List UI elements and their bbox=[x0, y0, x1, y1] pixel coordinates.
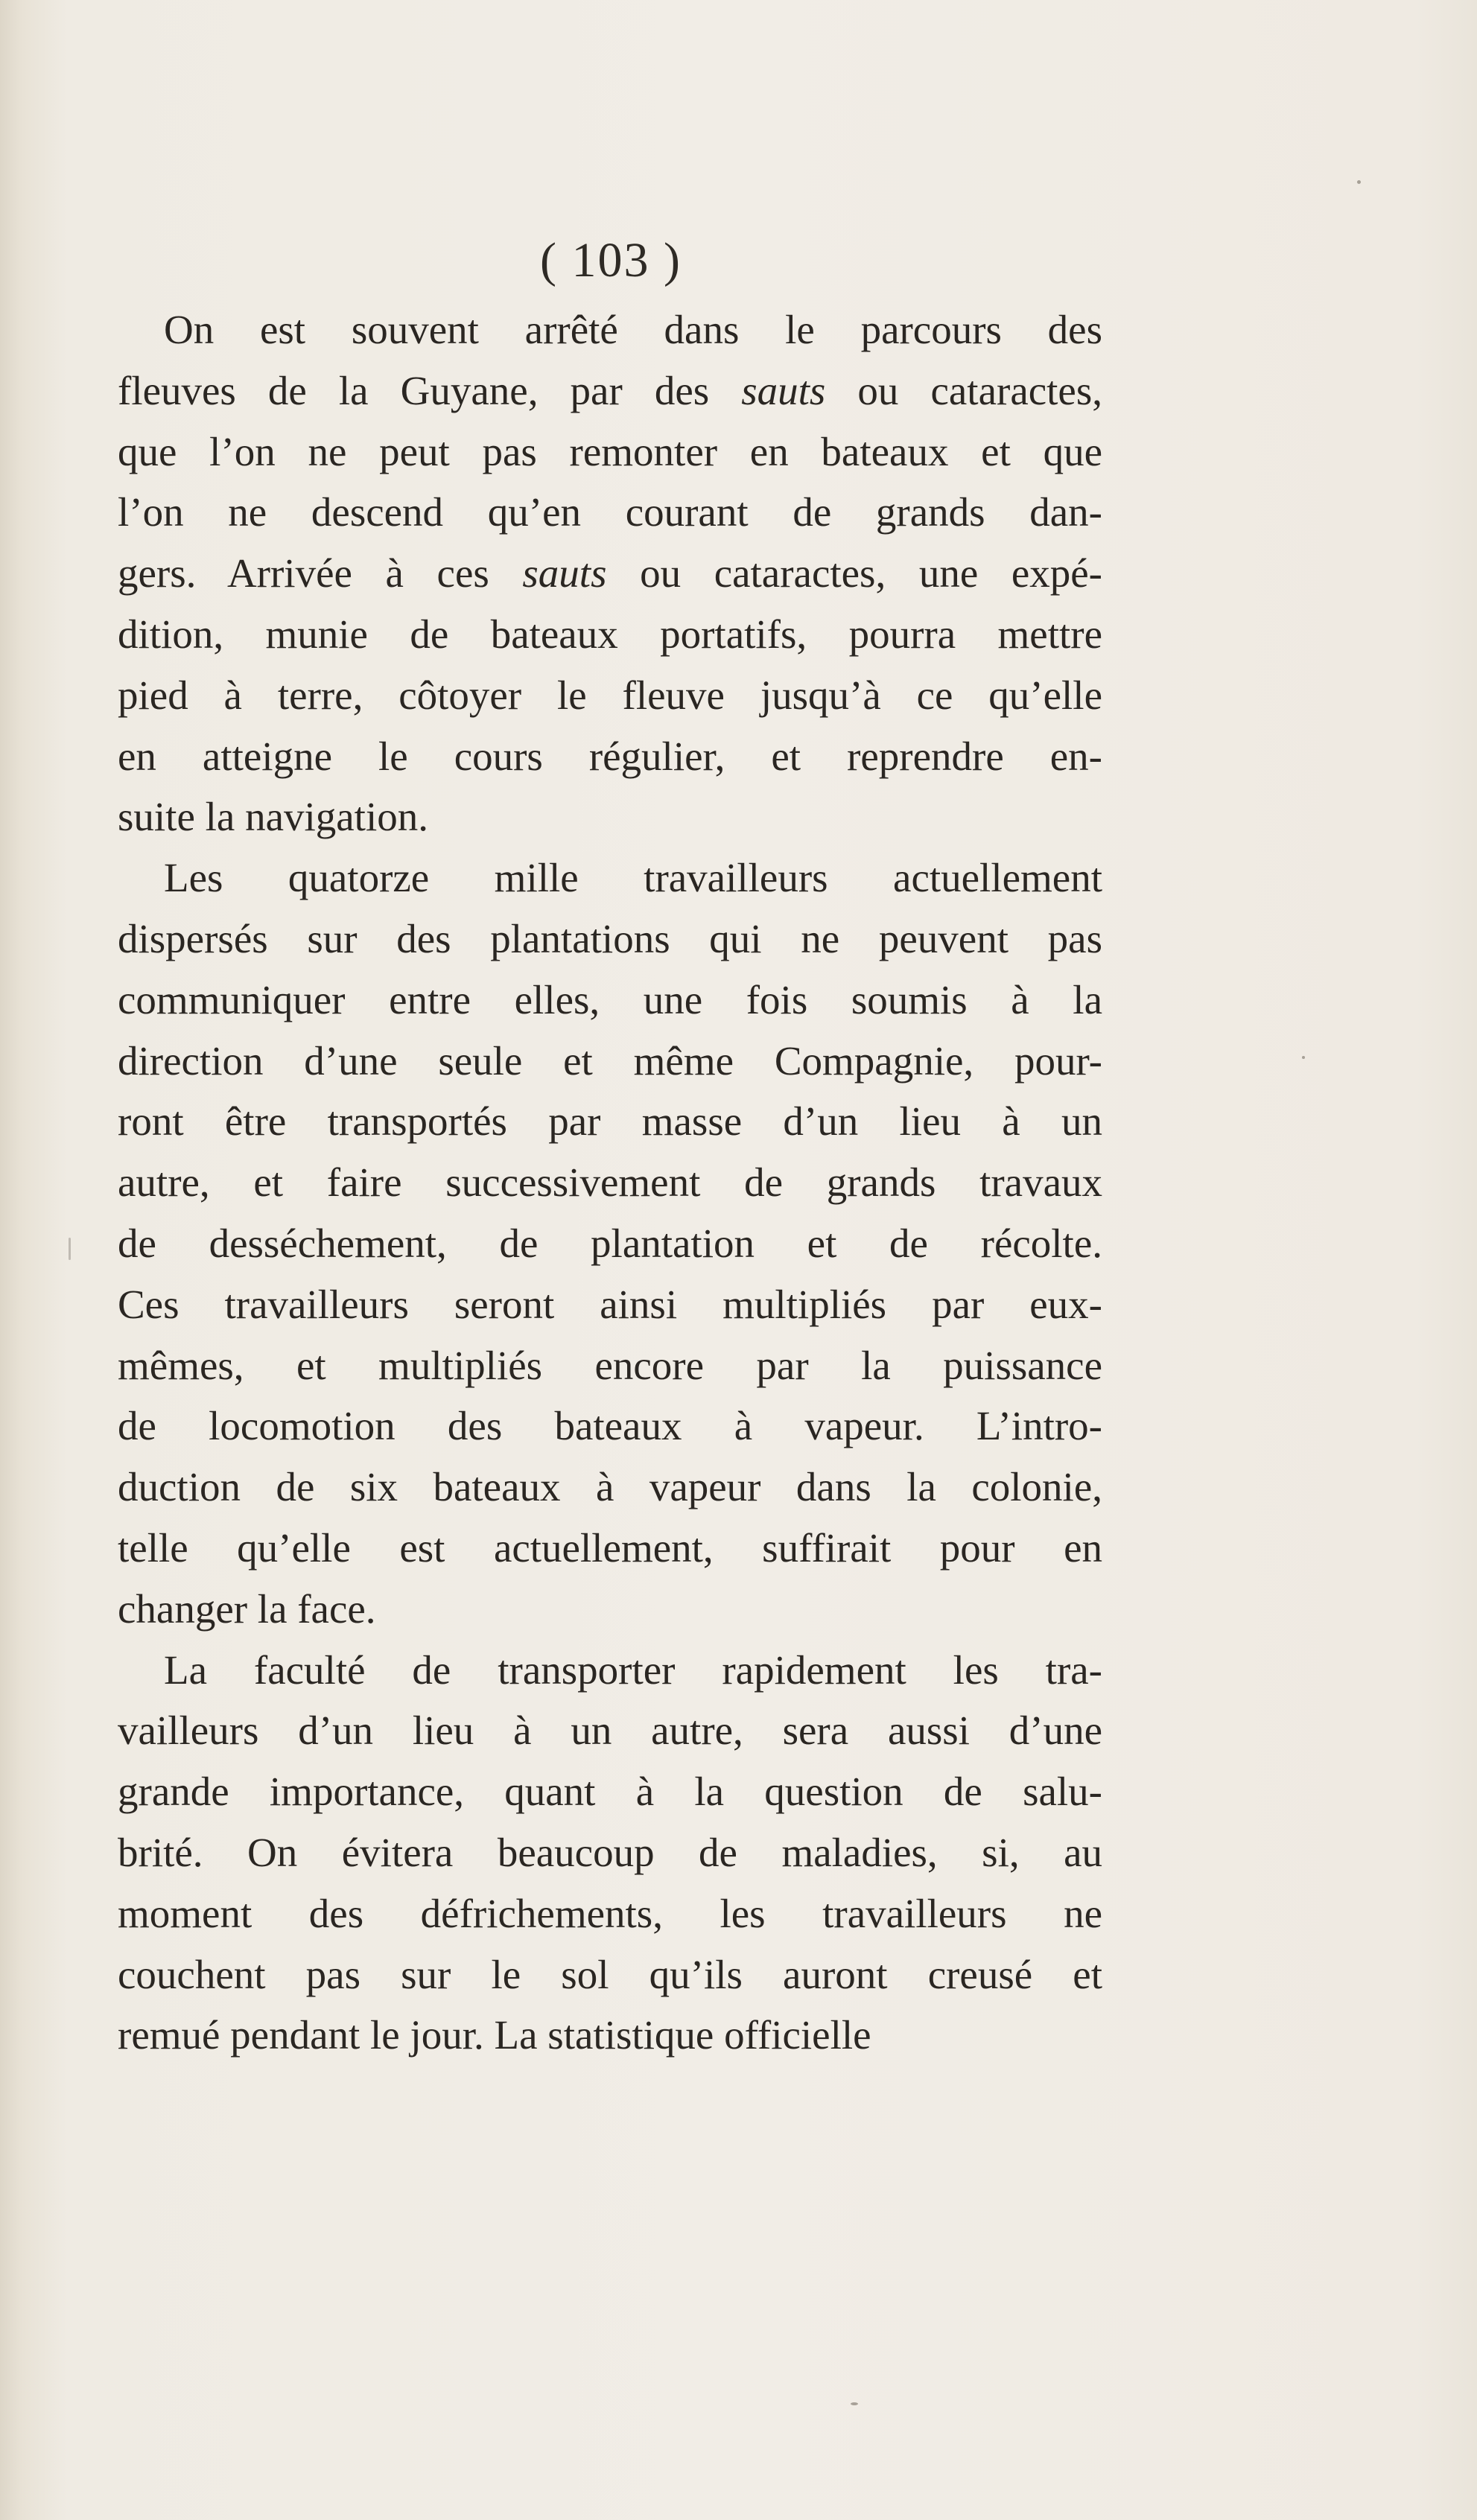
text-line: direction d’une seule et même Compagnie, pour- bbox=[118, 1037, 1102, 1084]
text-line: ront être transportés par masse d’un lieu à un bbox=[118, 1098, 1102, 1145]
text-line: fleuves de la Guyane, par des sauts ou cataractes, bbox=[118, 367, 1102, 413]
text-line: dispersés sur des plantations qui ne peuvent pas bbox=[118, 915, 1102, 961]
body-text bbox=[118, 299, 1102, 2066]
text-line: dition, munie de bateaux portatifs, pourra mettre bbox=[118, 611, 1102, 657]
text-line: couchent pas sur le sol qu’ils auront creusé et bbox=[118, 1951, 1102, 1997]
text-line: remué pendant le jour. La statistique officielle bbox=[118, 2012, 871, 2058]
paragraph-1 bbox=[118, 299, 1102, 847]
text-line: gers. Arrivée à ces sauts ou cataractes, une expé- bbox=[118, 550, 1102, 596]
text-line: de locomotion des bateaux à vapeur. L’intro- bbox=[118, 1403, 1102, 1449]
text-line: Ces travailleurs seront ainsi multipliés par eux- bbox=[118, 1281, 1102, 1327]
text-line: que l’on ne peut pas remonter en bateaux et que bbox=[118, 428, 1102, 474]
text-line: mêmes, et multipliés encore par la puissance bbox=[118, 1342, 1102, 1388]
paper-speck bbox=[851, 2402, 858, 2405]
paper-speck bbox=[1302, 1056, 1305, 1059]
text-line: Les quatorze mille travailleurs actuellement bbox=[164, 855, 1102, 901]
text-line: pied à terre, côtoyer le fleuve jusqu’à ce qu’elle bbox=[118, 672, 1102, 718]
paper-speck bbox=[1357, 180, 1361, 184]
text-line: On est souvent arrêté dans le parcours des bbox=[164, 307, 1102, 352]
text-line: suite la navigation. bbox=[118, 794, 428, 840]
text-line: changer la face. bbox=[118, 1585, 376, 1632]
page-number: ( 103 ) bbox=[540, 233, 682, 287]
text-line: en atteigne le cours régulier, et reprendre en- bbox=[118, 733, 1102, 779]
text-line: de desséchement, de plantation et de récolte. bbox=[118, 1220, 1102, 1266]
text-line: vailleurs d’un lieu à un autre, sera aussi d’une bbox=[118, 1708, 1102, 1754]
text-line: communiquer entre elles, une fois soumis à la bbox=[118, 976, 1102, 1022]
text-line: grande importance, quant à la question de salu- bbox=[118, 1769, 1102, 1815]
text-line: brité. On évitera beaucoup de maladies, si, au bbox=[118, 1829, 1102, 1875]
text-line: l’on ne descend qu’en courant de grands dan- bbox=[118, 489, 1102, 535]
paragraph-2 bbox=[118, 847, 1102, 1639]
paper-speck bbox=[69, 1238, 71, 1260]
text-line: duction de six bateaux à vapeur dans la colonie, bbox=[118, 1464, 1102, 1510]
text-line: La faculté de transporter rapidement les tra- bbox=[164, 1646, 1102, 1693]
text-line: autre, et faire successivement de grands travaux bbox=[118, 1159, 1102, 1206]
paragraph-3 bbox=[118, 1640, 1102, 2066]
text-line: moment des défrichements, les travailleurs ne bbox=[118, 1890, 1102, 1936]
text-line: telle qu’elle est actuellement, suffirait pour en bbox=[118, 1524, 1102, 1571]
